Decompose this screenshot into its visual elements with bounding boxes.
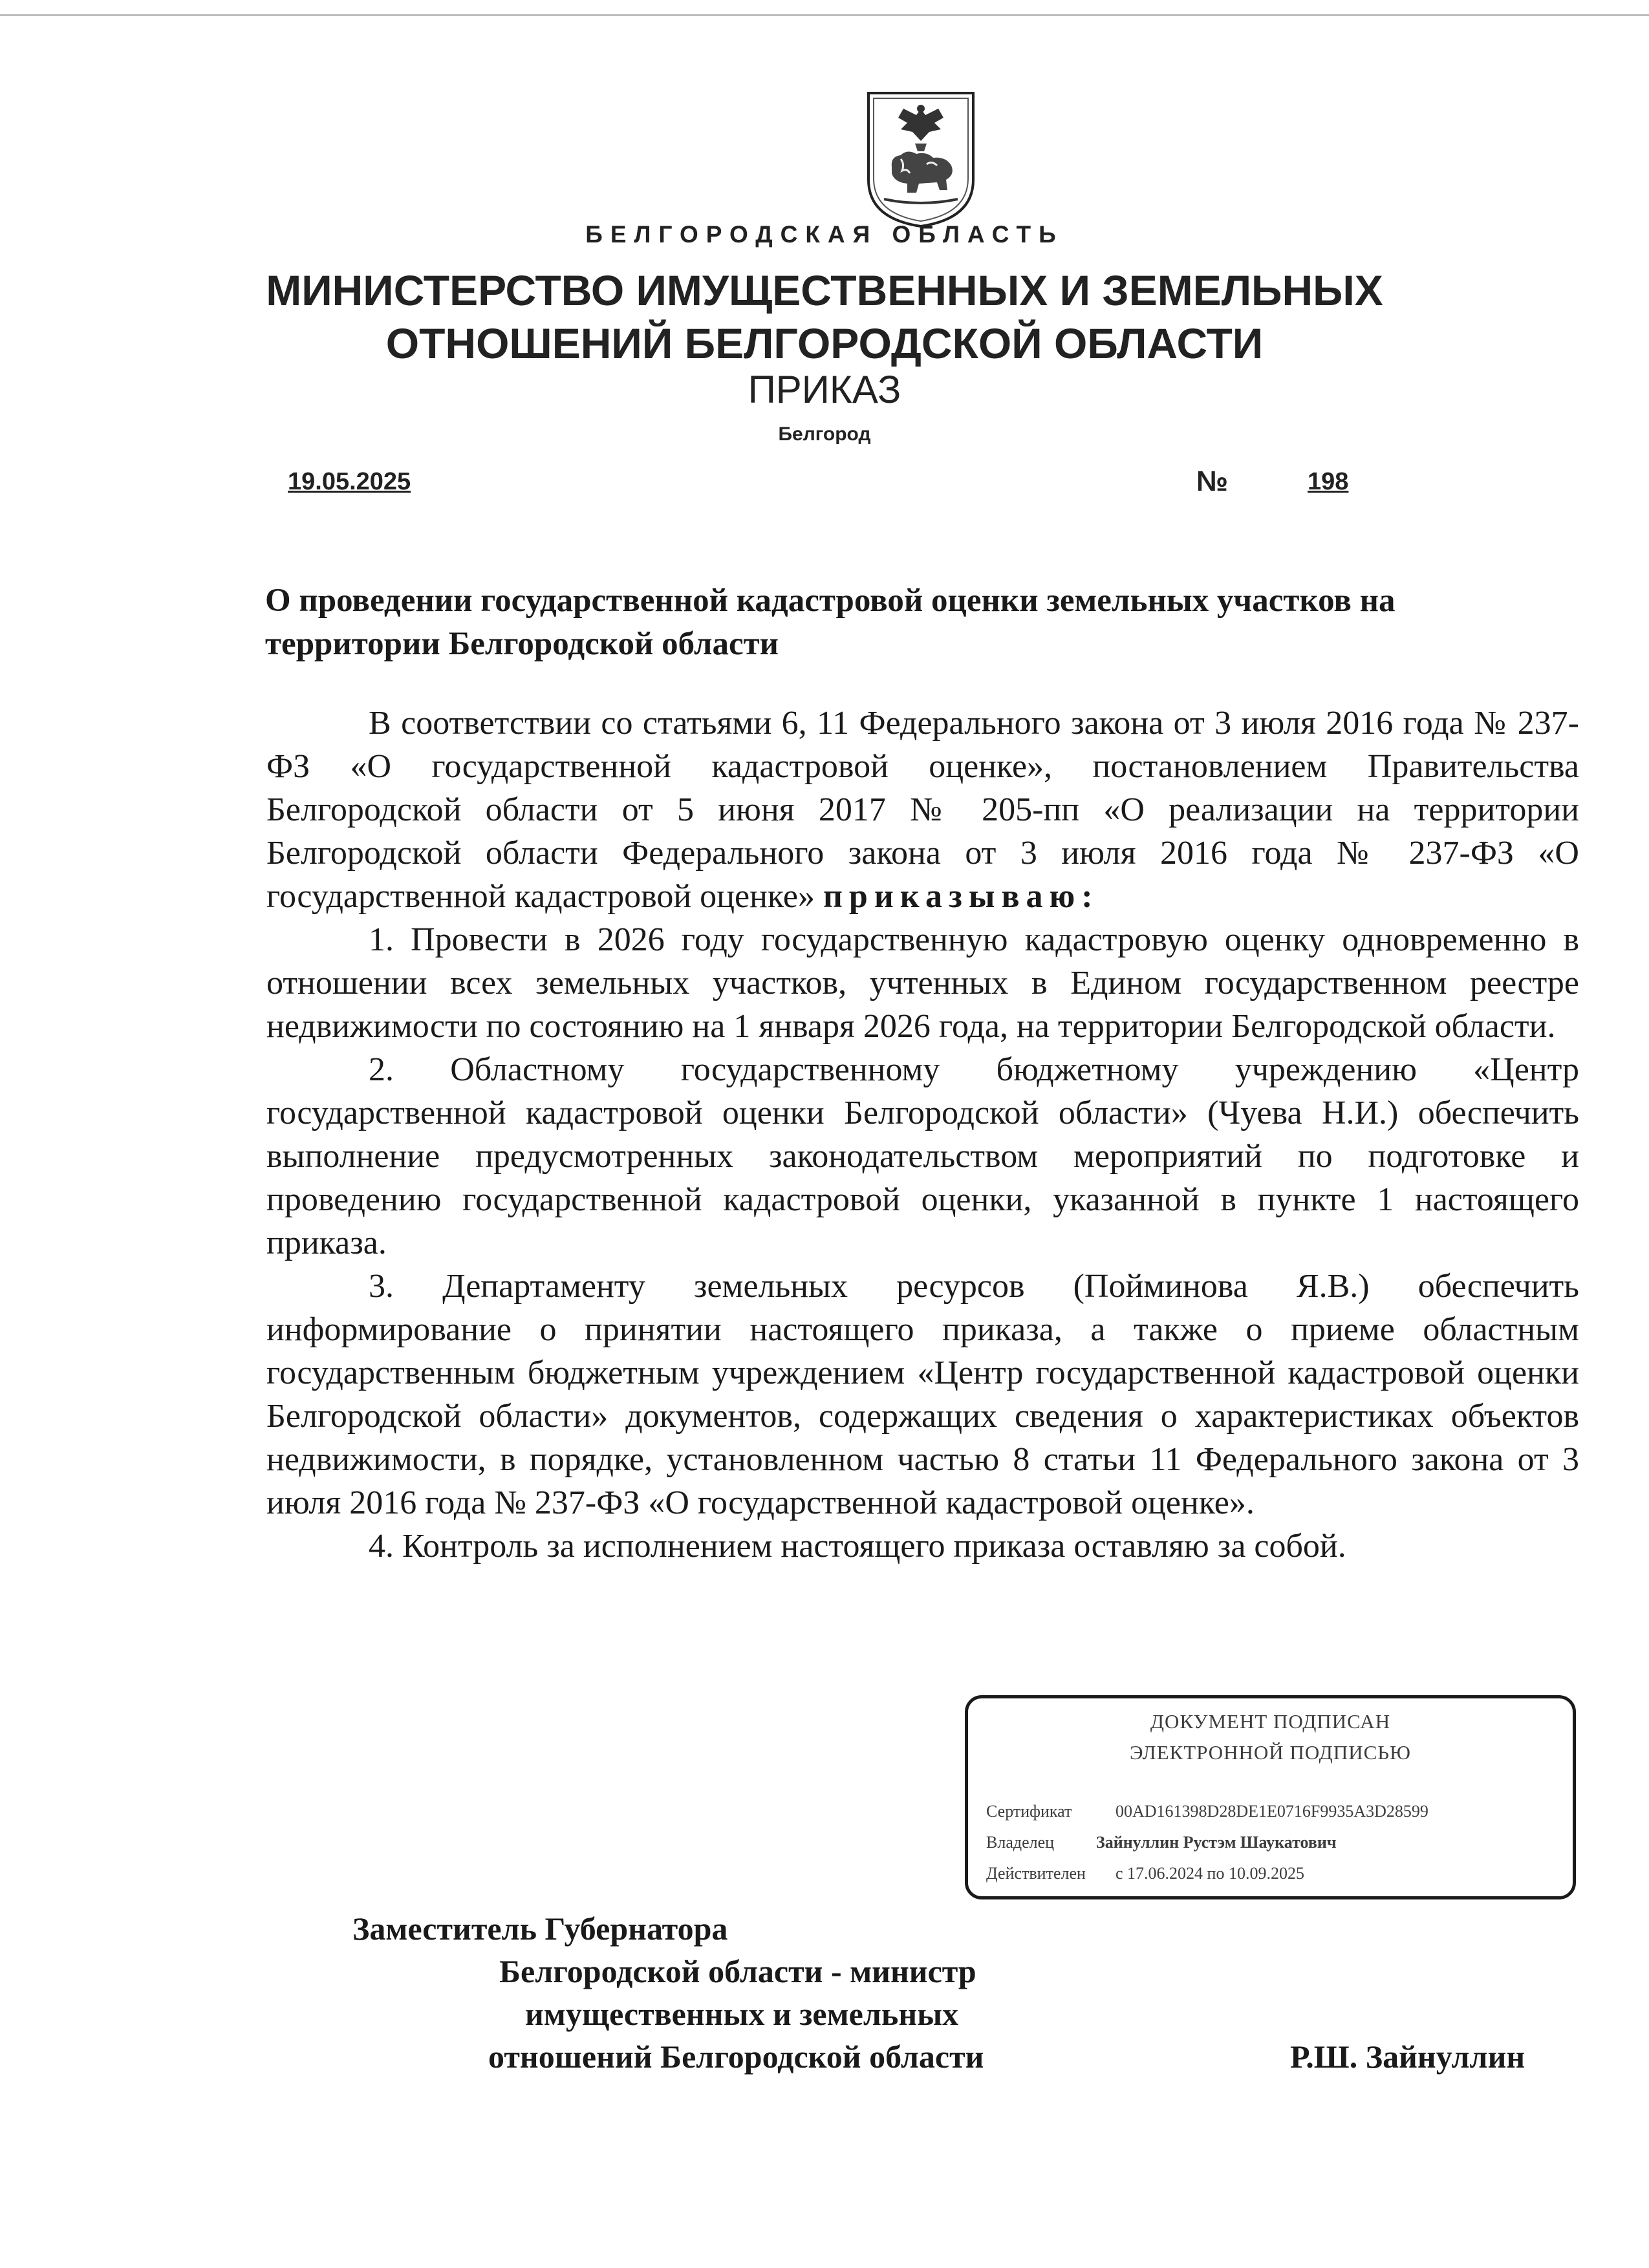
order-item-3: 3. Департаменту земельных ресурсов (Пойминова Я.В.) обеспечить информирование о принятии настоящего приказа, а также о приеме областным государственным бюджетным учреждением «Центр государственной кадастровой оценки Белгородской области» документов, содержащих сведения о характеристиках объектов недвижимости, в порядке, установленном частью 8 статьи 11 Федерального закона от 3 июля 2016 года № 237-ФЗ «О государственной кадастровой оценке». [266, 1268, 1579, 1521]
stamp-owner-row [986, 1833, 1337, 1852]
stamp-validity-value: с 17.06.2024 по 10.09.2025 [1116, 1864, 1304, 1883]
preamble-paragraph [266, 701, 1579, 918]
stamp-heading-1: ДОКУМЕНТ ПОДПИСАН [1150, 1710, 1391, 1733]
signer-position-line-3: имущественных и земельных [525, 1996, 959, 2032]
order-keyword: приказываю: [823, 878, 1099, 915]
preamble-text: В соответствии со статьями 6, 11 Федерального закона от 3 июля 2016 года № 237-ФЗ «О государственной кадастровой оценке», постановлением Правительства Белгородской области от 5 июня 2017 № 205-пп «О реализации на территории Белгородской области Федерального закона от 3 июля 2016 года № 237-ФЗ «О государственной кадастровой оценке» [266, 705, 1579, 915]
ministry-line-1: МИНИСТЕРСТВО ИМУЩЕСТВЕННЫХ И ЗЕМЕЛЬНЫХ [266, 266, 1383, 314]
ministry-line-2: ОТНОШЕНИЙ БЕЛГОРОДСКОЙ ОБЛАСТИ [385, 319, 1264, 367]
stamp-certificate-value: 00AD161398D28DE1E0716F9935A3D28599 [1116, 1802, 1428, 1821]
stamp-certificate-row [986, 1802, 1428, 1821]
scan-top-rule [0, 14, 1649, 16]
stamp-validity-row [986, 1864, 1304, 1883]
order-date: 19.05.2025 [288, 468, 411, 495]
city-name: Белгород [778, 423, 871, 445]
order-number: 198 [1308, 468, 1349, 495]
region-name: БЕЛГОРОДСКАЯ ОБЛАСТЬ [585, 221, 1064, 248]
stamp-heading-2: ЭЛЕКТРОННОЙ ПОДПИСЬЮ [1130, 1741, 1411, 1764]
order-item-4: 4. Контроль за исполнением настоящего приказа оставляю за собой. [369, 1528, 1346, 1565]
electronic-signature-stamp [965, 1695, 1576, 1899]
stamp-owner-label: Владелец [986, 1833, 1055, 1852]
order-item-2: 2. Областному государственному бюджетному учреждению «Центр государственной кадастровой оценки Белгородской области» (Чуева Н.И.) обеспечить выполнение предусмотренных законодательством мероприятий по подготовке и проведению государственной кадастровой оценки, указанной в пункте 1 настоящего приказа. [266, 1051, 1579, 1261]
ministry-name [0, 264, 1649, 370]
stamp-certificate-label: Сертификат [986, 1802, 1072, 1821]
signer-name: Р.Ш. Зайнуллин [1290, 2038, 1525, 2075]
coat-of-arms-icon [865, 89, 977, 230]
stamp-owner-value: Зайнуллин Рустэм Шаукатович [1096, 1833, 1337, 1852]
document-type: ПРИКАЗ [748, 368, 901, 411]
order-item-1: 1. Провести в 2026 году государственную кадастровую оценку одновременно в отношении всех земельных участков, учтенных в Едином государственном реестре недвижимости по состоянию на 1 января 2026 года, на территории Белгородской области. [266, 921, 1579, 1045]
order-body [266, 701, 1579, 1568]
signer-position-line-1: Заместитель Губернатора [352, 1910, 728, 1947]
stamp-validity-label: Действителен [986, 1864, 1086, 1883]
signer-position-line-2: Белгородской области - министр [499, 1953, 976, 1989]
signer-position-line-4: отношений Белгородской области [488, 2038, 984, 2075]
number-sign: № [1196, 465, 1229, 497]
order-title: О проведении государственной кадастровой оценки земельных участков на территории Белгородской области [265, 583, 1396, 662]
